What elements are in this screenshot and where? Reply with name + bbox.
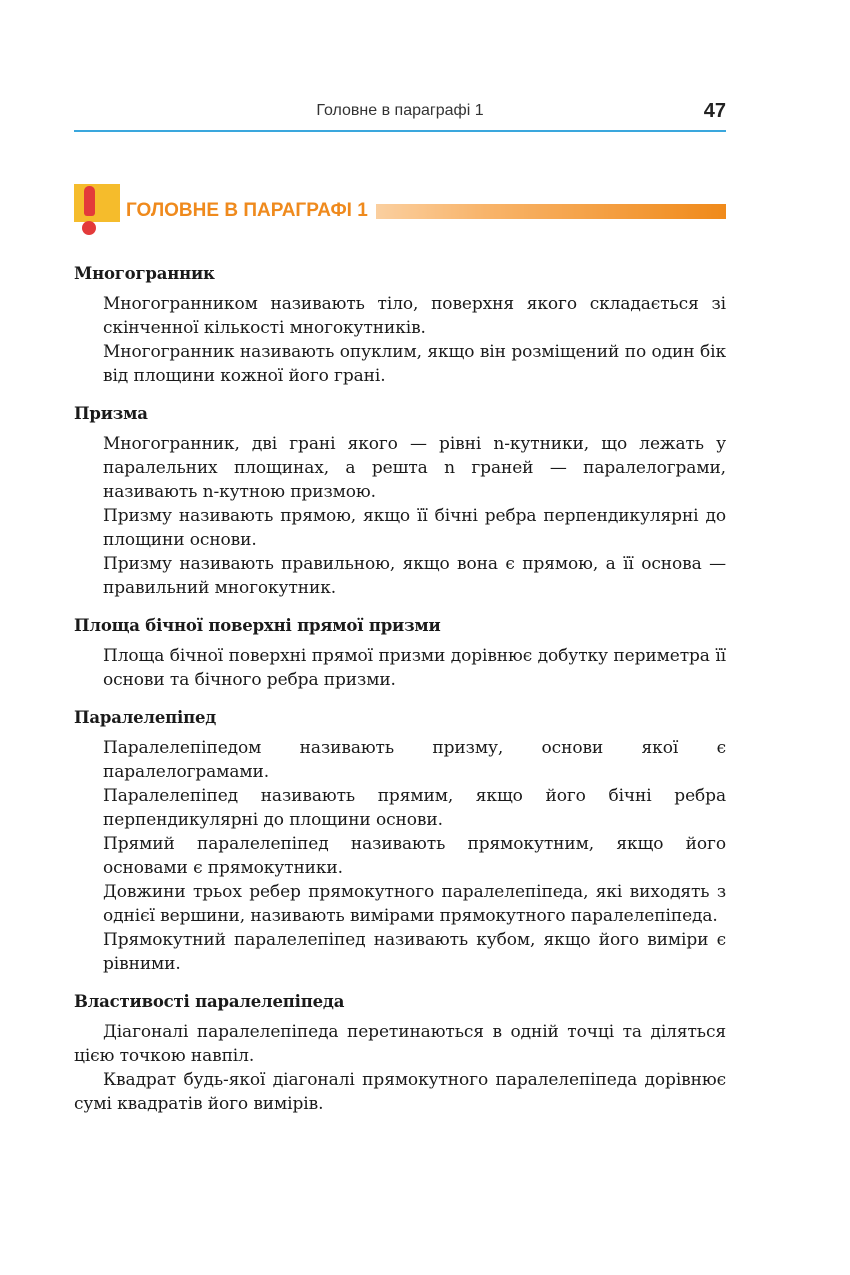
paragraph: Многогранник, дві грані якого — рівні n-кутники, що лежать у паралельних площинах, а решта n граней — паралелограми, називають n-кутною призмою.: [103, 434, 726, 502]
paragraph: Прямий паралелепіпед називають прямокутним, якщо його основами є прямокутники.: [103, 834, 726, 878]
paragraph: Паралелепіпед називають прямим, якщо його бічні ребра перпендикулярні до площини основи.: [103, 786, 726, 830]
paragraph: Квадрат будь-якої діагоналі прямокутного паралелепіпеда дорівнює сумі квадратів його вимірів.: [74, 1070, 726, 1114]
running-header: [74, 98, 726, 132]
section-title: Призма: [74, 404, 148, 423]
summary-content: [74, 262, 726, 1130]
section-parallelepiped: [74, 706, 726, 976]
section-title: Паралелепіпед: [74, 708, 217, 727]
paragraph: Довжини трьох ребер прямокутного паралелепіпеда, які виходять з однієї вершини, називають вимірами прямокутного паралелепіпеда.: [103, 882, 726, 926]
section-parallelepiped-properties: [74, 990, 726, 1116]
section-title: Властивості паралелепіпеда: [74, 992, 345, 1011]
paragraph: Призму називають прямою, якщо її бічні ребра перпендикулярні до площини основи.: [103, 506, 726, 550]
section-banner: [74, 184, 726, 236]
section-prism: [74, 402, 726, 600]
paragraph: Призму називають правильною, якщо вона є прямою, а її основа — правильний многокутник.: [103, 554, 726, 598]
exclamation-icon: [84, 186, 95, 216]
section-title: Площа бічної поверхні прямої призми: [74, 616, 441, 635]
section-title: Многогранник: [74, 264, 215, 283]
page-number: 47: [703, 100, 726, 122]
paragraph: Многогранник називають опуклим, якщо він розміщений по один бік від площини кожної його грані.: [103, 342, 726, 386]
paragraph: Діагоналі паралелепіпеда перетинаються в одній точці та діляться цією точкою навпіл.: [74, 1022, 726, 1066]
paragraph: Площа бічної поверхні прямої призми дорівнює добутку периметра її основи та бічного ребра призми.: [103, 646, 726, 690]
running-title: Головне в параграфі 1: [316, 102, 484, 119]
exclamation-dot-icon: [82, 221, 96, 235]
paragraph: Паралелепіпедом називають призму, основи якої є паралелограмами.: [103, 738, 726, 782]
paragraph: Многогранником називають тіло, поверхня якого складається зі скінченної кількості многокутників.: [103, 294, 726, 338]
banner-title: ГОЛОВНЕ В ПАРАГРАФІ 1: [126, 200, 376, 222]
section-polyhedron: [74, 262, 726, 388]
section-lateral-area: [74, 614, 726, 692]
paragraph: Прямокутний паралелепіпед називають кубом, якщо його виміри є рівними.: [103, 930, 726, 974]
banner-square: [74, 184, 120, 222]
